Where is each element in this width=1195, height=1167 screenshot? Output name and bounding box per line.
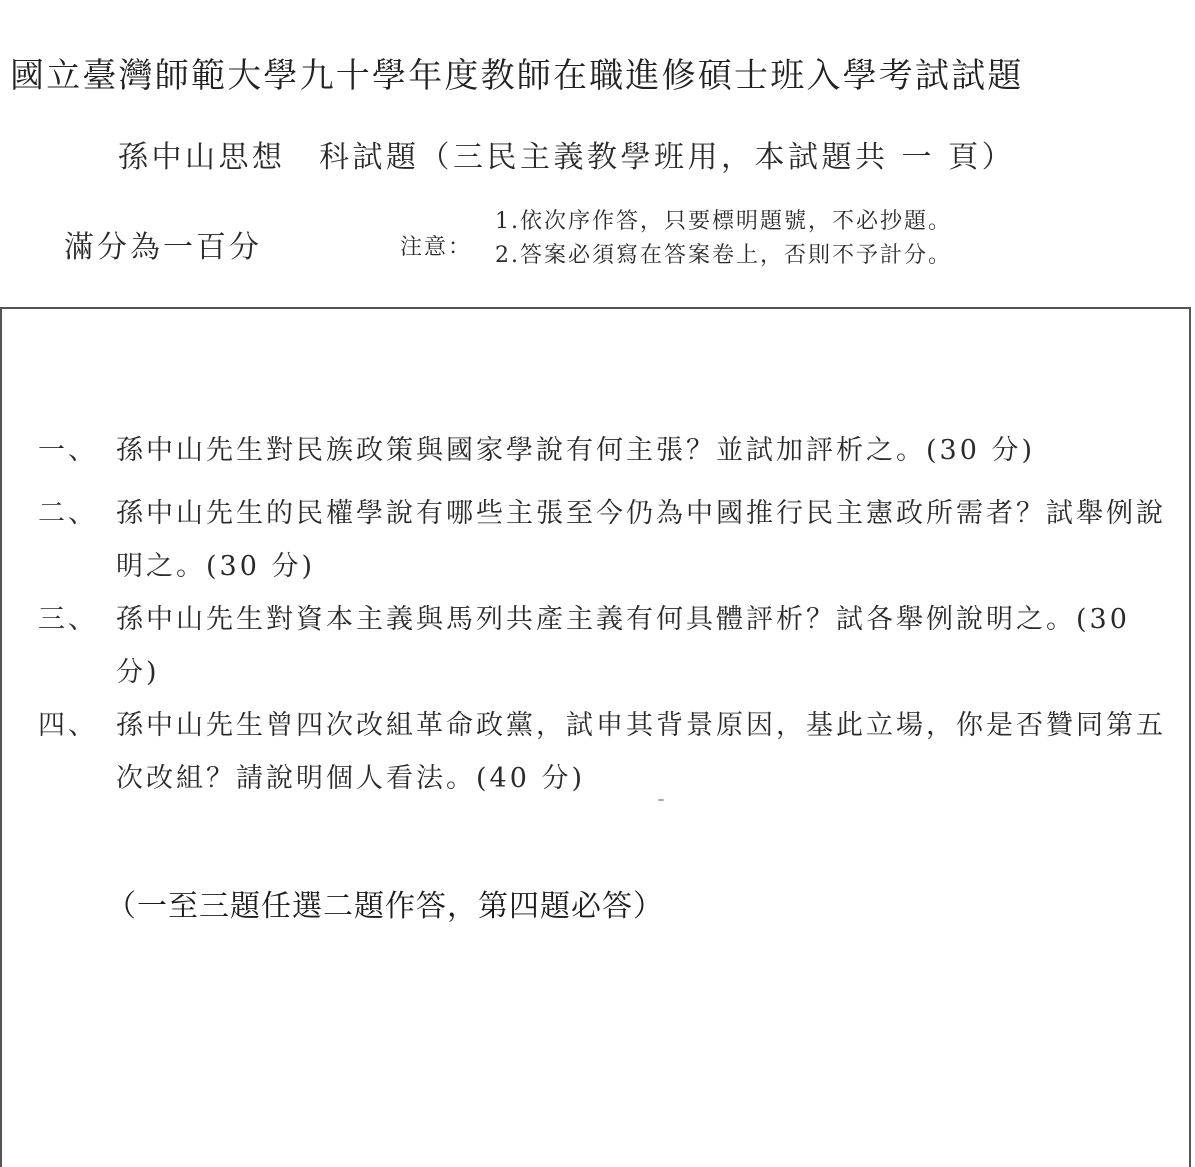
exam-title: 國立臺灣師範大學九十學年度教師在職進修碩士班入學考試試題 [10, 56, 1024, 96]
question-text: 孫中山先生對民族政策與國家學說有何主張？並試加評析之。(30 分) [116, 435, 1036, 466]
answer-instruction: （一至三題任選二題作答，第四題必答） [106, 889, 664, 924]
notice-item: 1.依次序作答，只要標明題號，不必抄題。 [495, 209, 952, 234]
question-3 [38, 593, 1178, 699]
question-number: 三、 [38, 604, 98, 635]
question-text: 孫中山先生曾四次改組革命政黨，試申其背景原因，基此立場，你是否贊同第五次改組？請說明個人看法。(40 分) [116, 710, 1166, 794]
subject-line: 孫中山思想 科試題（三民主義教學班用，本試題共 一 頁） [118, 140, 1016, 175]
question-text: 孫中山先生的民權學說有哪些主張至今仍為中國推行民主憲政所需者？試舉例說明之。(30 分) [116, 498, 1166, 582]
notice-label: 注意： [400, 235, 473, 260]
question-1 [38, 424, 1178, 477]
question-4 [38, 699, 1178, 805]
question-box [0, 307, 1191, 1167]
notice-item: 2.答案必須寫在答案卷上，否則不予計分。 [495, 243, 952, 268]
question-number: 一、 [38, 435, 98, 466]
question-2 [38, 487, 1178, 593]
full-score-note: 滿分為一百分 [64, 230, 262, 265]
scan-speck [658, 799, 664, 801]
notice-list [495, 205, 952, 273]
question-text: 孫中山先生對資本主義與馬列共產主義有何具體評析？試各舉例說明之。(30 分) [116, 604, 1130, 688]
question-number: 二、 [38, 498, 98, 529]
question-number: 四、 [38, 710, 98, 741]
